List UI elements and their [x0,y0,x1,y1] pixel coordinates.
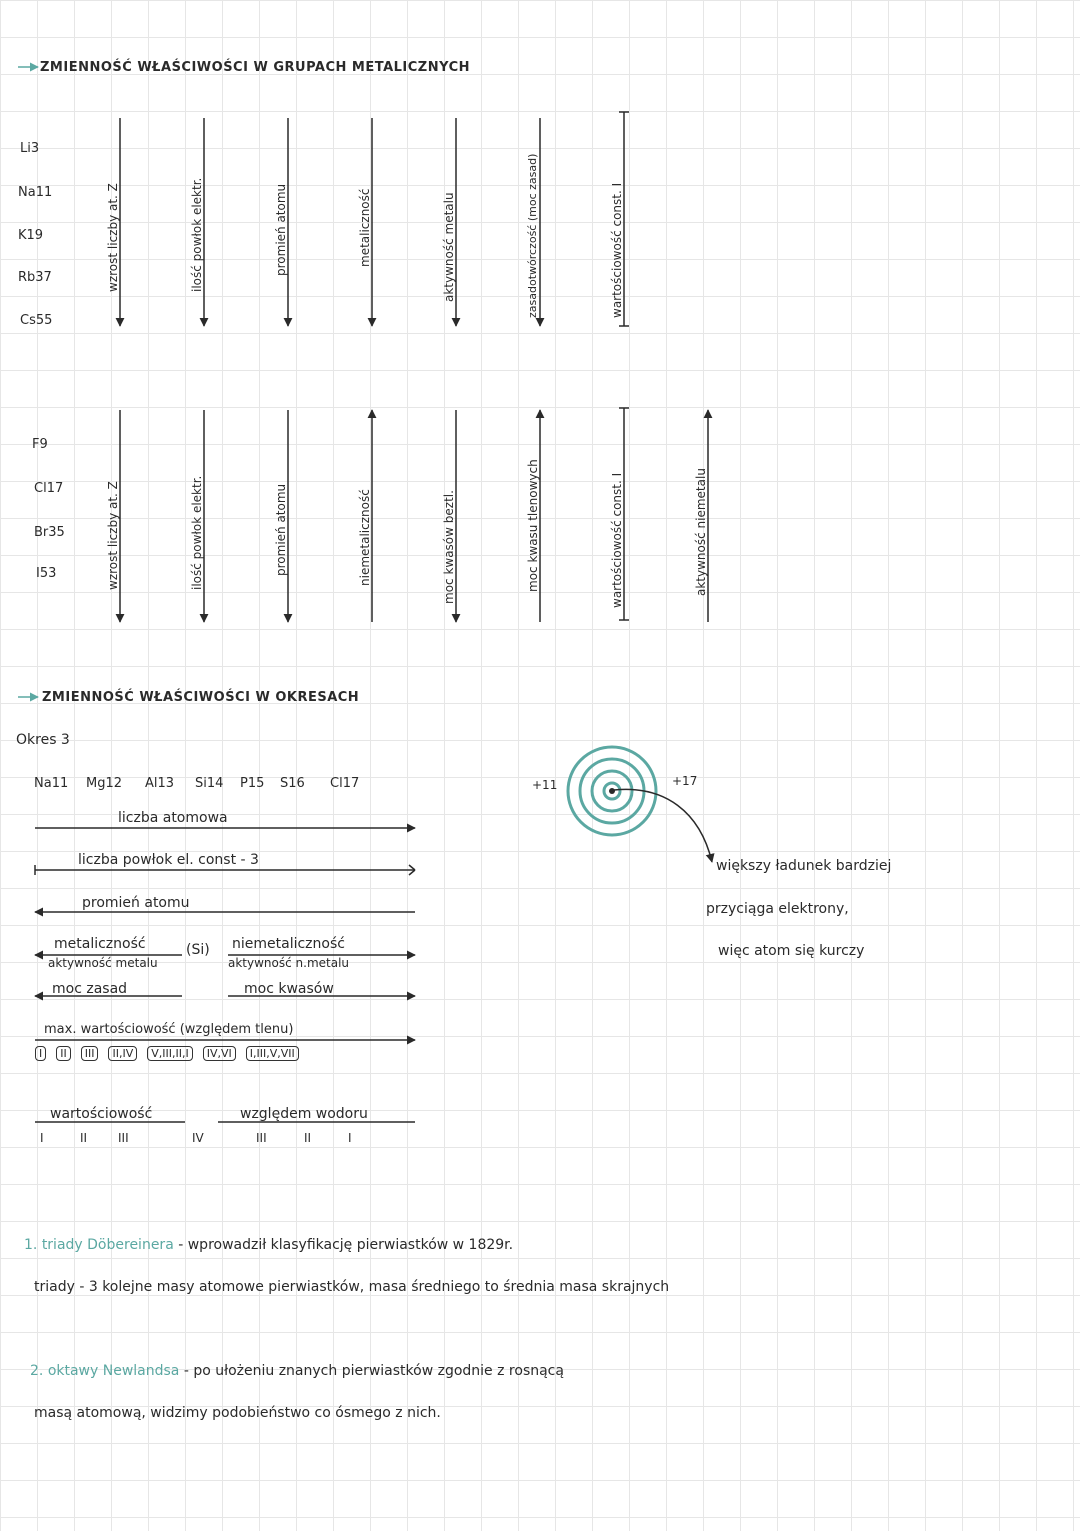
metal-column-label: ilość powłok elektr. [190,177,204,292]
history-item-2 [30,1363,564,1379]
metal-column-label: aktywność metalu [442,192,456,302]
halogen-column-label: moc kwasów beztl. [442,490,456,604]
valence-item: IV,VI [203,1046,236,1061]
metal-column-label: zasadotwórczość (moc zasad) [526,153,539,318]
valence-item: V,III,II,I [147,1046,192,1061]
item-text: - wprowadził klasyfikację pierwiastków w 1829r. [173,1237,514,1253]
item-number: 1. [24,1237,38,1253]
element-symbol: Si14 [195,776,224,791]
halogen-column-label: ilość powłok elektr. [190,475,204,590]
element-symbol: F9 [32,437,48,452]
section1-title: ZMIENNOŚĆ WŁAŚCIWOŚCI W GRUPACH METALICZNYCH [40,60,470,75]
element-symbol: P15 [240,776,265,791]
radius-label: promień atomu [82,895,190,911]
halogen-column-label: niemetaliczność [358,489,372,586]
item-text: - po ułożeniu znanych pierwiastków zgodnie z rosnącą [179,1363,564,1379]
element-symbol: Na11 [18,185,53,200]
metal-activity-label: aktywność metalu [48,956,158,970]
base-strength-label: moc zasad [52,981,128,997]
nonmetallicity-label: niemetaliczność [232,936,345,952]
valency-value: I [348,1131,352,1145]
valency-value: II [80,1131,88,1145]
element-symbol: Na11 [34,776,69,791]
history-item-1-line2: triady - 3 kolejne masy atomowe pierwiastków, masa średniego to średnia masa skrajnych [34,1279,670,1295]
valency-label: wartościowość [50,1106,153,1122]
atom-diagram [568,747,712,862]
note-line: przyciąga elektrony, [706,901,849,917]
valence-item: II [56,1046,71,1061]
valency-value: II [304,1131,312,1145]
max-valence-label: max. wartościowość (względem tlenu) [44,1022,294,1037]
metal-column-label: wzrost liczby at. Z [106,183,120,292]
valence-item: III [81,1046,99,1061]
valence-item: I [35,1046,46,1061]
metallicity-label: metaliczność [54,936,146,952]
halogen-column-label: promień atomu [274,483,288,576]
element-symbol: S16 [280,776,305,791]
element-symbol: Mg12 [86,776,123,791]
metal-column-label: wartościowość const. I [610,182,624,318]
note-line: więc atom się kurczy [718,943,865,959]
valence-item: II,IV [108,1046,137,1061]
element-symbol: Li3 [20,141,40,156]
history-item-1 [24,1237,513,1253]
valency-value: III [118,1131,129,1145]
period-trend-arrows [35,828,415,1122]
element-symbol: Al13 [145,776,175,791]
halogen-column-label: moc kwasu tlenowych [526,459,540,592]
element-symbol: Cl17 [34,481,64,496]
element-symbol: K19 [18,228,44,243]
charge-label: +17 [672,774,698,788]
charge-label: +11 [532,778,558,792]
note-line: większy ładunek bardziej [716,858,892,874]
metal-column-label: promień atomu [274,183,288,276]
item-title: oktawy Newlandsa [47,1363,180,1379]
nonmetal-activity-label: aktywność n.metalu [228,956,350,970]
history-item-2-line2: masą atomową, widzimy podobieństwo co ósmego z nich. [34,1405,441,1421]
element-symbol: Cs55 [20,313,53,328]
element-symbol: I53 [36,566,57,581]
item-number: 2. [30,1363,44,1379]
acid-strength-label: moc kwasów [244,981,334,997]
valency-value: I [40,1131,44,1145]
element-symbol: Cl17 [330,776,360,791]
element-symbol: Br35 [34,525,65,540]
shells-label: liczba powłok el. const - 3 [78,852,259,868]
atomic-number-label: liczba atomowa [118,810,228,826]
period-label: Okres 3 [16,732,70,748]
halogen-column-label: aktywność niemetalu [694,468,708,596]
halogen-column-label: wzrost liczby at. Z [106,481,120,590]
halogen-column-label: wartościowość const. I [610,472,624,608]
metal-column-label: metaliczność [358,188,372,267]
valency-value: III [256,1131,267,1145]
item-title: triady Döbereinera [41,1237,174,1253]
valence-item: I,III,V,VII [246,1046,299,1061]
element-symbol: Rb37 [18,270,52,285]
valence-list [35,1046,299,1061]
valency-value: IV [192,1131,204,1145]
silicon-marker: (Si) [186,942,210,958]
hydrogen-label: względem wodoru [240,1106,368,1122]
section2-title: ZMIENNOŚĆ WŁAŚCIWOŚCI W OKRESACH [42,690,360,705]
